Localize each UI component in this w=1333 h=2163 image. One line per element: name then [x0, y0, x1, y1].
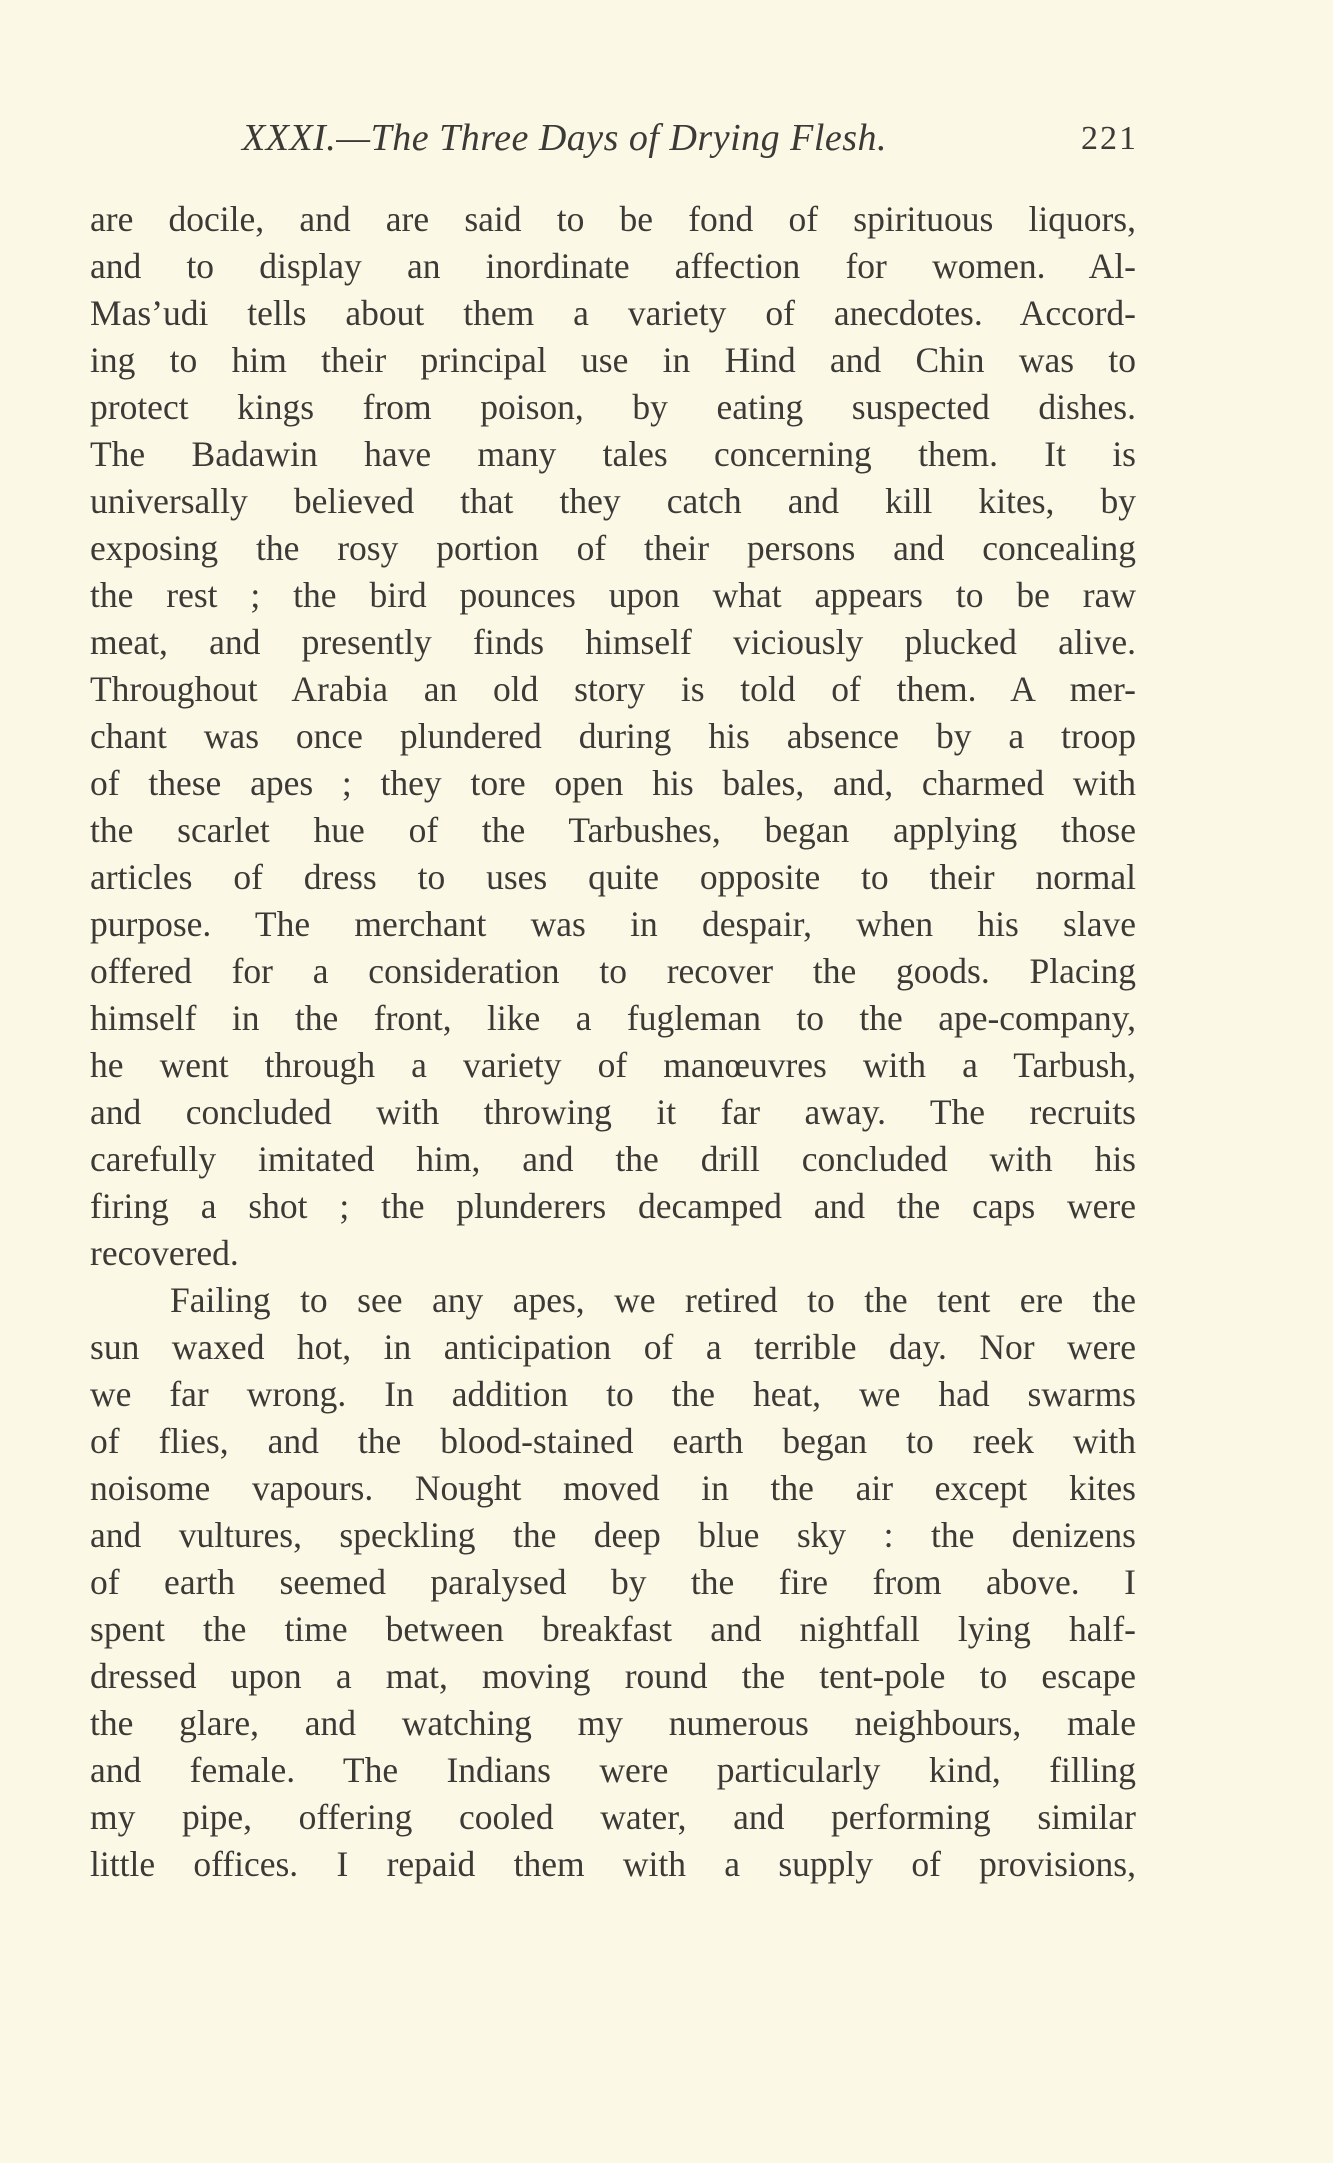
text-line: Failing to see any apes, we retired to the tent ere the — [170, 1280, 1136, 1320]
paragraph — [90, 1277, 1136, 1888]
text-line: dressed upon a mat, moving round the tent-pole to escape — [90, 1656, 1136, 1696]
text-line: recovered. — [90, 1233, 239, 1273]
text-line: noisome vapours. Nought moved in the air except kites — [90, 1468, 1136, 1508]
running-head — [90, 112, 1136, 172]
text-line: and concluded with throwing it far away. The recruits — [90, 1092, 1136, 1132]
text-line: himself in the front, like a fugleman to the ape-company, — [90, 998, 1136, 1038]
text-line: spent the time between breakfast and nightfall lying half- — [90, 1609, 1136, 1649]
text-line: my pipe, offering cooled water, and performing similar — [90, 1797, 1136, 1837]
text-line: firing a shot ; the plunderers decamped and the caps were — [90, 1186, 1136, 1226]
text-line: the rest ; the bird pounces upon what appears to be raw — [90, 575, 1136, 615]
text-line: carefully imitated him, and the drill concluded with his — [90, 1139, 1136, 1179]
text-line: The Badawin have many tales concerning them. It is — [90, 434, 1136, 474]
text-line: articles of dress to uses quite opposite to their normal — [90, 857, 1136, 897]
text-line: the glare, and watching my numerous neighbours, male — [90, 1703, 1136, 1743]
text-line: meat, and presently finds himself viciously plucked alive. — [90, 622, 1136, 662]
text-line: Mas’udi tells about them a variety of anecdotes. Accord- — [90, 293, 1136, 333]
text-line: chant was once plundered during his absence by a troop — [90, 716, 1136, 756]
text-line: universally believed that they catch and kill kites, by — [90, 481, 1136, 521]
text-line: purpose. The merchant was in despair, when his slave — [90, 904, 1136, 944]
text-line: and vultures, speckling the deep blue sky : the denizens — [90, 1515, 1136, 1555]
text-line: ing to him their principal use in Hind and Chin was to — [90, 340, 1136, 380]
text-line: and to display an inordinate affection for women. Al- — [90, 246, 1136, 286]
running-title: XXXI.—The Three Days of Drying Flesh. — [242, 117, 888, 159]
text-line: of earth seemed paralysed by the fire from above. I — [90, 1562, 1136, 1602]
text-line: he went through a variety of manœuvres with a Tarbush, — [90, 1045, 1136, 1085]
text-line: and female. The Indians were particularly kind, filling — [90, 1750, 1136, 1790]
text-line: of these apes ; they tore open his bales, and, charmed with — [90, 763, 1136, 803]
text-line: offered for a consideration to recover the goods. Placing — [90, 951, 1136, 991]
text-line: protect kings from poison, by eating suspected dishes. — [90, 387, 1136, 427]
text-line: little offices. I repaid them with a supply of provisions, — [90, 1844, 1136, 1884]
body-text — [90, 196, 1136, 1888]
text-line: exposing the rosy portion of their persons and concealing — [90, 528, 1136, 568]
paragraph — [90, 196, 1136, 1277]
text-line: of flies, and the blood-stained earth began to reek with — [90, 1421, 1136, 1461]
text-line: the scarlet hue of the Tarbushes, began applying those — [90, 810, 1136, 850]
text-line: are docile, and are said to be fond of spirituous liquors, — [90, 199, 1136, 239]
text-line: sun waxed hot, in anticipation of a terrible day. Nor were — [90, 1327, 1136, 1367]
book-page — [90, 112, 1136, 1888]
page-number: 221 — [1081, 120, 1138, 157]
text-line: Throughout Arabia an old story is told of them. A mer- — [90, 669, 1136, 709]
text-line: we far wrong. In addition to the heat, we had swarms — [90, 1374, 1136, 1414]
